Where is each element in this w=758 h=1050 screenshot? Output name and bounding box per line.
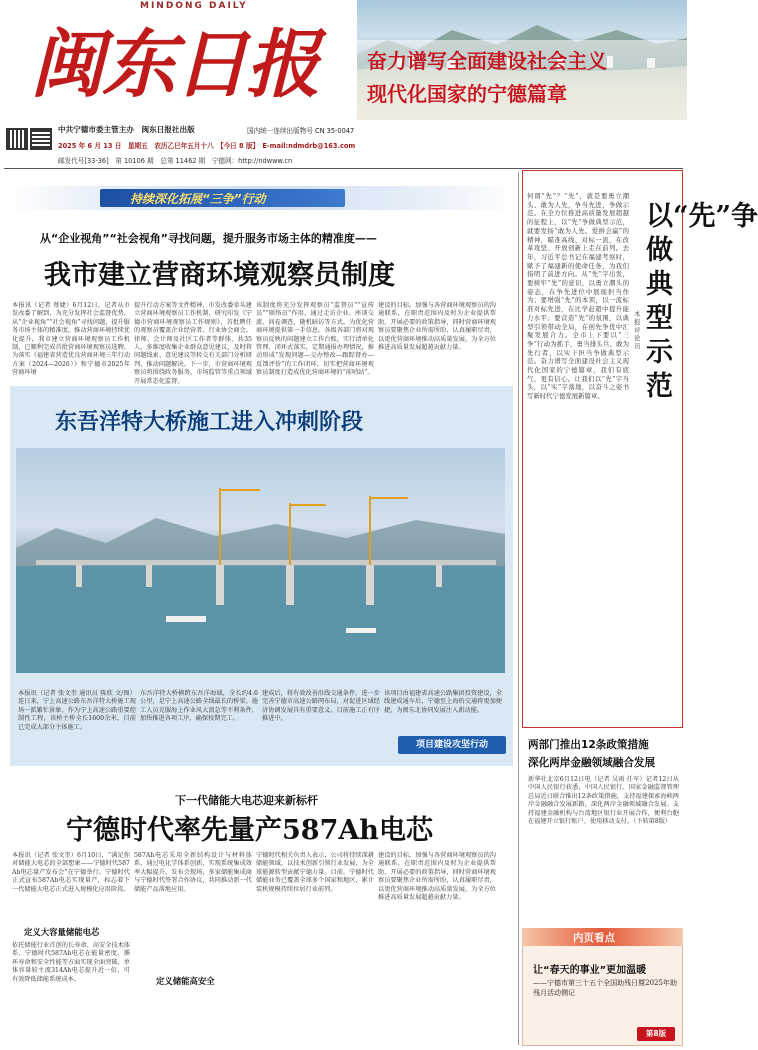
date-line: 2025 年 6 月 13 日 星期五 农历乙巳年五月十八 【今日 8 版】 E-mail:ndmdrb@163.com [58, 142, 356, 150]
column-title: 以“先”争做典型示范 [646, 201, 758, 402]
finance-headline-2: 深化两岸金融领域融合发展 [528, 757, 656, 769]
lead-col-4: 建设的目标，加强与各营商环境观察员的沟通联系，在职责范围内及时为企业提供帮助，开展必要的政策指导，同时营商环境观察员要聚焦企业所需所盼，认真履职尽责，以更优营商环境推动高质量发展，为全方位推进高质量发展超越贡献力量。 [378, 302, 496, 352]
bridge-tag: 项目建设攻坚行动 [398, 736, 506, 754]
section-tag: 持续深化拓展“三争”行动 [130, 192, 266, 206]
qr-code-1 [6, 128, 28, 150]
finance-text: 新华社北京6月12日电（记者 吴雨 任军）记者12日从中国人民银行获悉，中国人民银行、国家金融监督管理总局近日联合推出12条政策措施，支持福建探索海峡两岸金融融合发展新路，深化两岸金融领域融合发展。支持福建金融机构与台湾地区银行业开展合作，便利台胞在福建开立银行账户、使用移动支付。（下转第8版） [528, 776, 679, 826]
banner-line-1: 奋力谱写全面建设社会主义 [367, 49, 607, 73]
issue-line: 邮发代号[33-36] 第 10106 期 总第 11462 期 宁德网：http://ndwww.cn [58, 157, 293, 165]
inner-title: 内页看点 [573, 932, 615, 944]
bridge-headline: 东吾洋特大桥施工进入冲刺阶段 [55, 409, 364, 435]
battery-col-1: 本报讯（记者 张文奎）6月10日，“满足你对储能大电芯的全部想象——宁德时代587Ah电芯量产发布会”在宁德举行。宁德时代正式宣布587Ah电芯实现量产，标志着下一代储能大电芯正式进入规模化应用阶段。 [12, 852, 130, 893]
battery-headline: 宁德时代率先量产587Ah电芯 [66, 815, 433, 846]
battery-subhead-1: 定义大容量储能电芯 [24, 927, 100, 937]
masthead-sub1: 中共宁德市委主管主办 闽东日报社出版 [58, 125, 195, 134]
lead-kicker: 从“企业视角”“社会视角”寻找问题，提升服务市场主体的精准度—— [40, 232, 377, 245]
qr-code-2 [30, 128, 52, 150]
masthead-pinyin: MINDONG DAILY [140, 1, 248, 11]
banner-image [357, 0, 687, 120]
battery-col-1b: 依托储能行业首创的长寿命、高安全技术体系，宁德时代587Ah电芯在能量密度、循环寿命和安全性能等方面实现全面突破，单体容量较主流314Ah电芯提升近一倍，可有效降低储能系统成本。 [12, 942, 130, 983]
column-author: 本报评论员 [634, 310, 641, 350]
right-column-divider [518, 172, 519, 1045]
bridge-col-4: 该项目由福建省高速公路集团投资建设，全线建成通车后，宁德至上海的交通将更加便捷，为闽东北协同发展注入新动能。 [384, 690, 502, 714]
battery-kicker: 下一代储能大电芯迎来新标杆 [175, 794, 318, 807]
bridge-photo [16, 448, 505, 673]
finance-headline-1: 两部门推出12条政策措施 [528, 739, 649, 751]
bridge-col-3: 建成后，将有效改善沿线交通条件，进一步完善宁德市高速公路网布局，对促进区域经济协调发展具有重要意义。目前施工正有序推进中。 [262, 690, 380, 723]
masthead-sub2: 国内统一连续出版物号 CN 35-0047 [247, 127, 355, 135]
bridge-col-2: 东吾洋特大桥横跨东吾洋海域，全长约4.6公里，是宁上高速公路全线最长的桥梁。施工人员克服海上作业风大浪急等不利条件，加快推进各项工序，确保按期完工。 [140, 690, 258, 723]
battery-subhead-2: 定义储能高安全 [156, 976, 215, 986]
lead-col-1: 本报讯（记者 蔡婕）6月12日，记者从市发改委了解到，为充分发挥社会监督优势，从“企业视角”“社会视角”寻找问题，提升服务市场主体的精准度，推动营商环境持续优化提升，我市建立营商环境观察员工作机制，已顺利完成首批营商环境观察员选聘。为落实《福建省营造优良营商环境三年行动方案（2024—2026）》和宁德市2025年营商环境 [12, 302, 130, 377]
inner-headline: 让“春天的事业”更加温暖 [533, 965, 647, 976]
bridge-illustration-icon [16, 448, 505, 673]
lead-col-3: 该制度将充分发挥观察员“监督员”“宣传员”“联络员”作用，通过走访企业、座谈交流、问卷调查、随机暗访等方式，为优化营商环境提供第一手信息。各级各部门将对观察员反映的问题建立工作台账，实行清单化管理、闭环式落实，定期通报办理情况，推动形成“发现问题—交办整改—跟踪督办—反馈评价”的工作闭环，切实把营商环境观察员制度打造成优化营商环境的“前哨站”。 [256, 302, 374, 377]
battery-col-3: 宁德时代相关负责人表示，公司将持续深耕储能领域，以技术创新引领行业发展，为全球能源转型贡献宁德力量。目前，宁德时代储能业务已覆盖全球多个国家和地区，累计装机规模持续位居行业前列。 [256, 852, 374, 893]
column-text: 何谓“先”？“先”，就是要勇立潮头、敢为人先，争当先进、争做示范。在全方位推进高质量发展超越的征程上，以“先”争做典型示范，就要发扬“敢为人先、爱拼会赢”的精神，瞄准高线、对标一流，在改革攻坚、开放创新上走在前列。去年，习近平总书记在福建考察时，赋予了福建新的使命任务，为我们指明了前进方向。从“先”字出发，要树牢“先”的意识，以勇立潮头的姿态，在争先进位中展现担当作为；要增强“先”的本领，以一流标准对标先进，在比学赶超中提升能力水平；要营造“先”的氛围，以典型引领带动全局，在创先争优中汇聚发展合力。全市上下要以“三争”行动为抓手，勇当排头兵、敢为先行者，以实干担当争做典型示范。奋力谱写全面建设社会主义现代化国家的宁德篇章，我们有底气、更有信心。让我们以“先”字当头，以“实”字落地，以奋斗之姿书写新时代宁德发展新篇章。 [527, 192, 629, 401]
lead-col-2: 提升行动方案等文件精神，市发改委牵头建立营商环境观察员工作机制，研究印发《宁德市营商环境观察员工作规则》，首批聘任的观察员覆盖企业经营者、行业协会商会、律师、会计师及社区工作者等群体，共35人，多维度收集企业群众意见建议，及时将问题线索、意见建议等转交有关部门分析研判，推动问题解决。下一步，市营商环境观察员将围绕政务服务、市场监管等重点领域开展常态化监督。 [134, 302, 252, 385]
inner-page-badge[interactable]: 第8版 [637, 1027, 675, 1041]
battery-col-4: 建设的目标，加强与各营商环境观察员的沟通联系，在职责范围内及时为企业提供帮助，开展必要的政策指导，同时营商环境观察员要聚焦企业所需所盼，认真履职尽责，以更优营商环境推动高质量发展，为全方位推进高质量发展超越贡献力量。 [378, 852, 496, 902]
bridge-col-1: 本报讯（记者 张文奎 通讯员 陈欣 文/图）连日来，宁上高速公路东吾洋特大桥施工现场一派繁忙景象。作为宁上高速公路重要控制性工程，该桥主桥全长1600余米，目前已完成大部分主体施工。 [18, 690, 136, 731]
masthead-title: 闽东日报 [30, 22, 318, 108]
battery-col-2: 587Ah电芯采用全新结构设计与材料体系，通过电化学体系创新，实现系统集成效率大幅提升。发布会现场，多家储能集成商与宁德时代签署合作协议，共同推动新一代储能产品落地应用。 [134, 852, 252, 893]
inner-sub: ——宁德市第三十五个全国助残日暨2025年助残月活动侧记 [533, 979, 677, 997]
banner-line-2: 现代化国家的宁德篇章 [367, 82, 567, 106]
masthead-rule [4, 168, 683, 169]
lead-headline: 我市建立营商环境观察员制度 [44, 260, 395, 291]
